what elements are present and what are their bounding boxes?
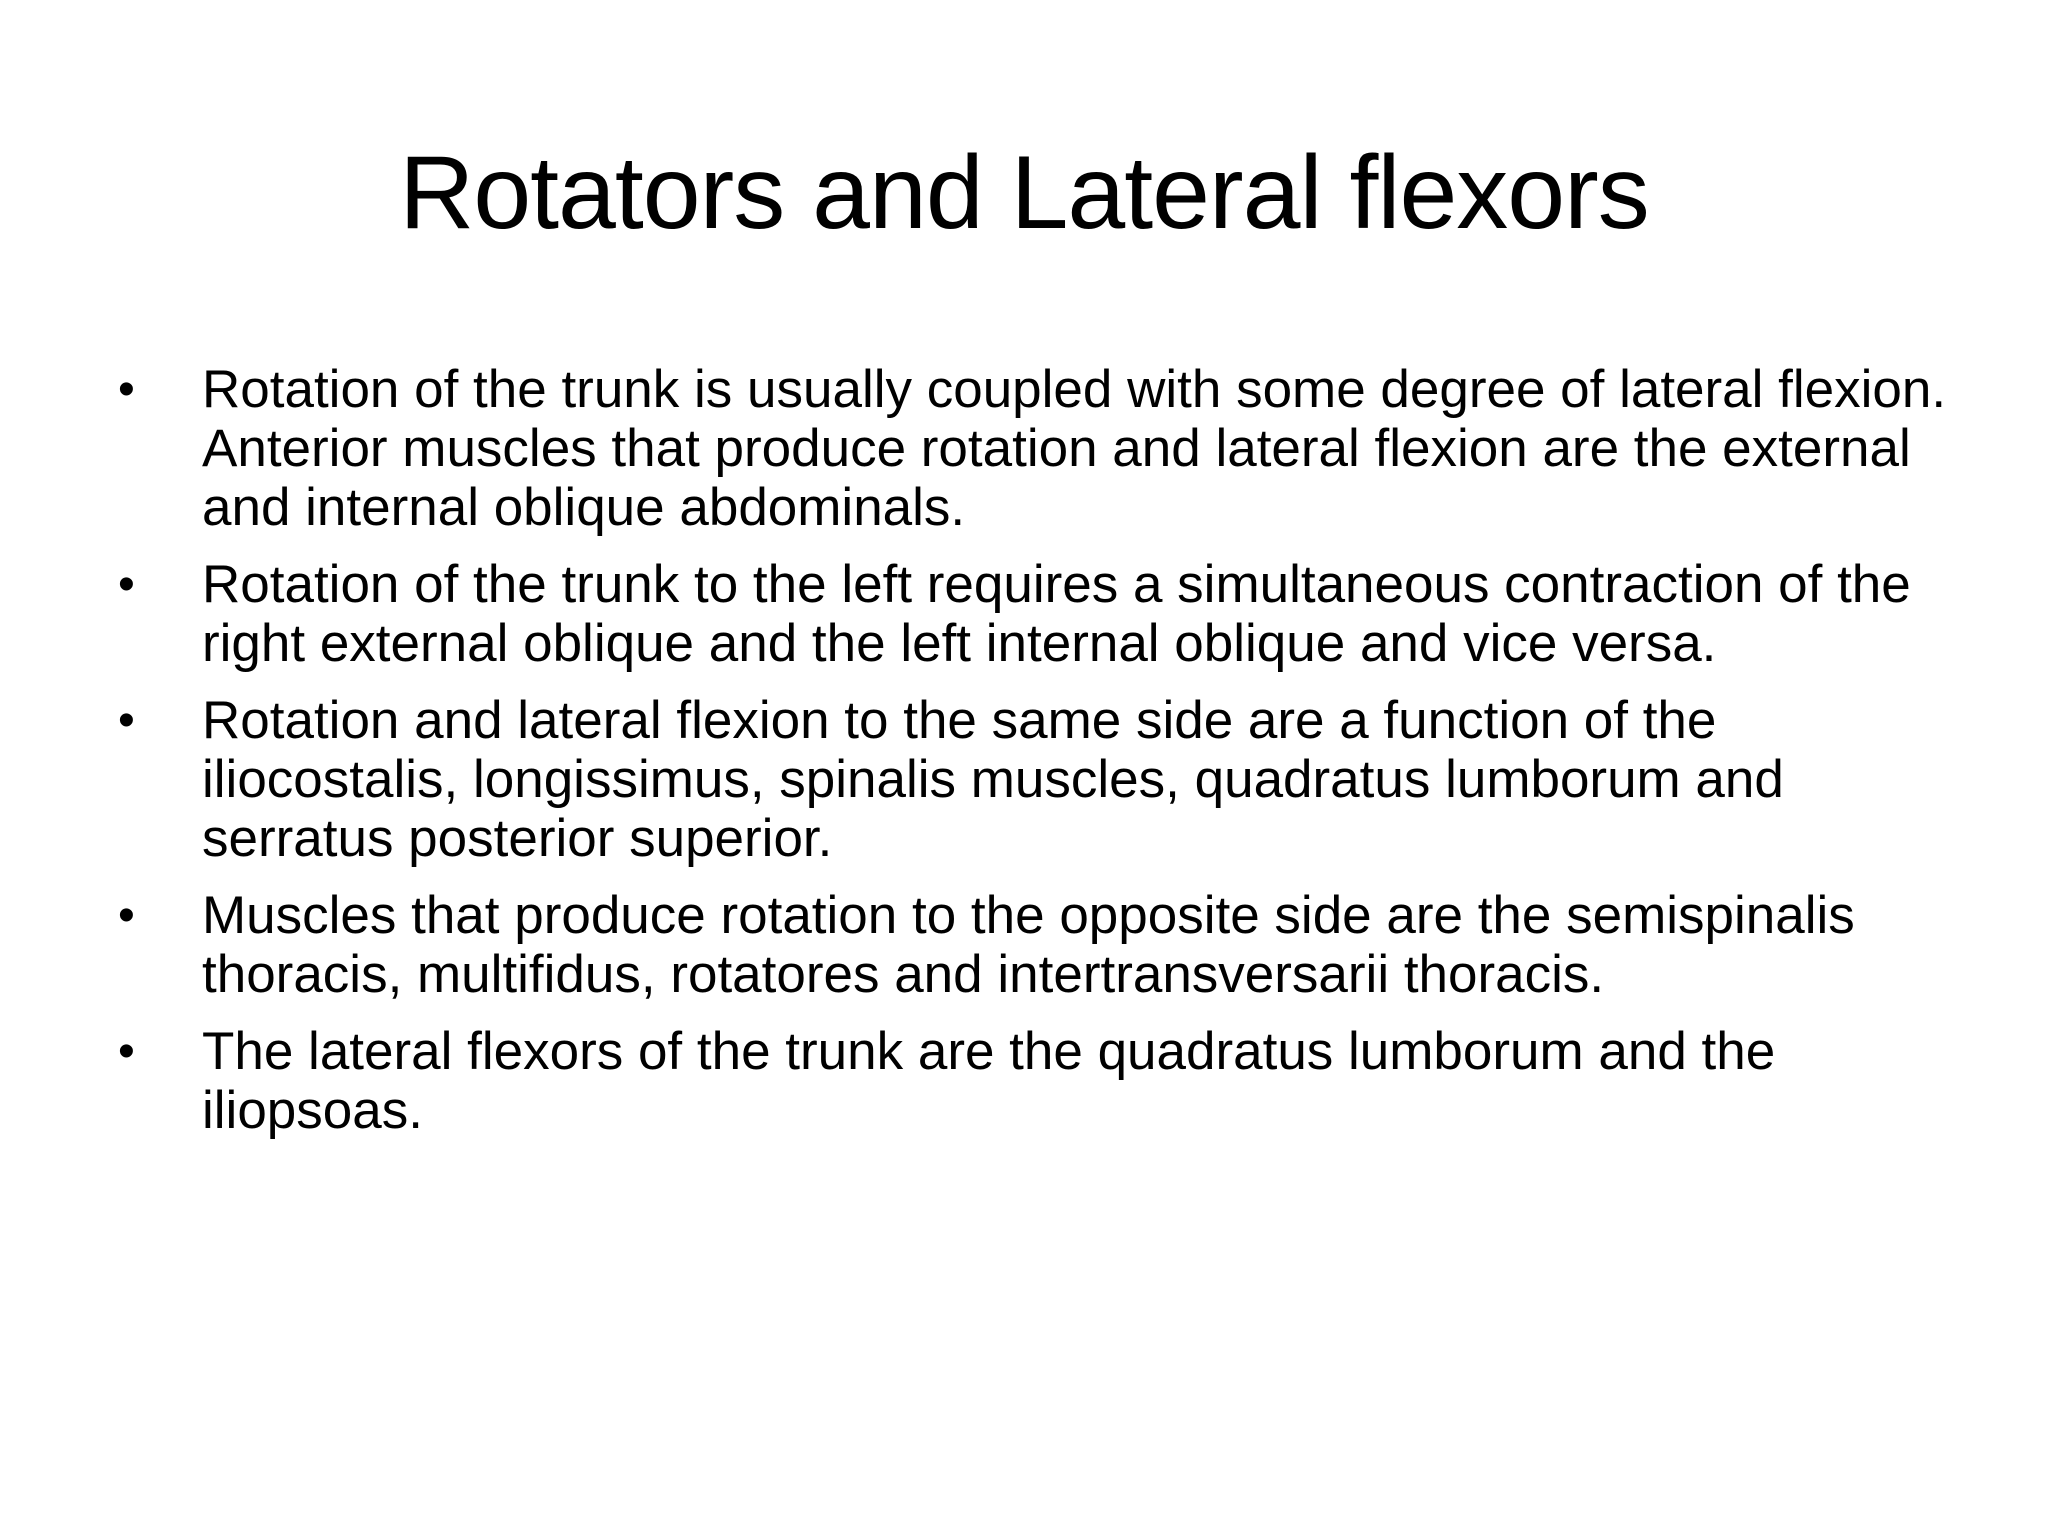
bullet-marker: •	[118, 694, 135, 747]
bullet-marker: •	[118, 558, 135, 611]
bullet-marker: •	[118, 889, 135, 942]
bullet-item	[118, 1022, 1958, 1140]
bullet-item	[118, 886, 1958, 1004]
bullet-text: Muscles that produce rotation to the opposite side are the semispinalis thoracis, multifidus, rotatores and intertransversarii thoracis.	[202, 886, 1855, 1004]
bullet-text: Rotation of the trunk is usually coupled with some degree of lateral flexion. Anterior muscles that produce rotation and lateral flexion are the external and internal oblique abdominals.	[202, 360, 1947, 537]
bullet-item	[118, 360, 1958, 537]
bullet-item	[118, 691, 1958, 868]
bullet-marker: •	[118, 363, 135, 416]
bullet-list	[118, 360, 1958, 1158]
bullet-text: Rotation and lateral flexion to the same side are a function of the iliocostalis, longissimus, spinalis muscles, quadratus lumborum and serratus posterior superior.	[202, 691, 1784, 868]
bullet-text: The lateral flexors of the trunk are the quadratus lumborum and the iliopsoas.	[202, 1022, 1776, 1140]
bullet-marker: •	[118, 1025, 135, 1078]
slide-title: Rotators and Lateral flexors	[399, 135, 1649, 251]
bullet-item	[118, 555, 1958, 673]
bullet-text: Rotation of the trunk to the left requires a simultaneous contraction of the right external oblique and the left internal oblique and vice versa.	[202, 555, 1911, 673]
